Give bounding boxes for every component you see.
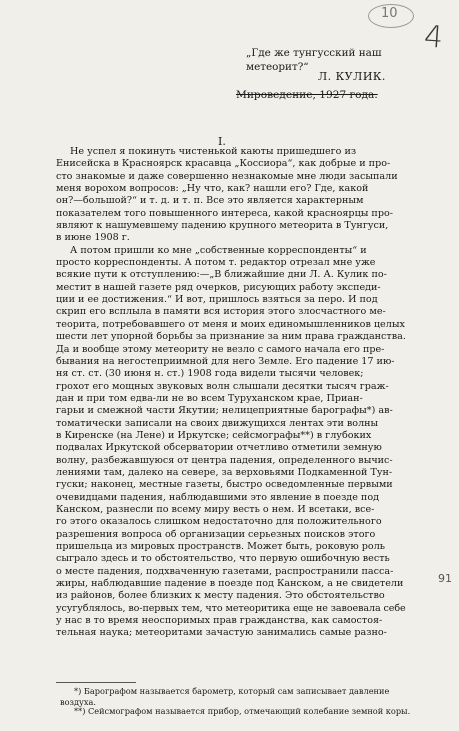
body-line: Канском, разнесли по всему миру весть о нем. И всетаки, все-	[56, 503, 375, 515]
body-line: тельная наука; метеоритами зачастую занимались самые разно-	[56, 627, 387, 639]
body-line: гарьи и смежной части Якутии; нелицеприятные барографы*) ав-	[56, 405, 393, 417]
body-line: он?—большой?“ и т. д. и т. п. Все это является характерным	[56, 195, 364, 207]
body-line: скрип его всплыла в памяти вся история этого злосчастного ме-	[56, 306, 386, 318]
body-line: подвалах Иркутской обсерватории отчетливо отметили земную	[56, 442, 382, 454]
body-line: го этого оказалось слишком недостаточно для положительного	[56, 516, 382, 528]
body-line: разрешения вопроса об организации серьезных поисков этого	[56, 528, 376, 540]
epigraph-line: „Где же тунгусский наш	[246, 47, 382, 59]
body-line: сто знакомые и даже совершенно незнакомые мне люди засыпали	[56, 170, 398, 182]
epigraph-author: Л. КУЛИК.	[318, 70, 386, 83]
epigraph-source: Мироведение, 1927 года.	[236, 89, 378, 101]
footnote-line: воздуха.	[60, 696, 96, 707]
body-line: просто корреспонденты. А потом т. редактор отрезал мне уже	[56, 257, 376, 269]
body-line: лениями там, далеко на севере, за верховьями Подкаменной Тун-	[56, 466, 393, 478]
body-line: шести лет упорной борьбы за признание за ним права гражданства.	[56, 331, 406, 343]
body-line: жиры, наблюдавшие падение в поезде под Канском, а не свидетели	[56, 578, 404, 590]
body-line: дан и при том едва-ли не во всем Туруханском крае, Приан-	[56, 392, 363, 404]
body-line: гуски; наконец, местные газеты, быстро осведомленные первыми	[56, 479, 393, 491]
body-line: о месте падения, подхваченную газетами, распространили пасса-	[56, 565, 394, 577]
body-line: ня ст. ст. (30 июня н. ст.) 1908 года видели тысячи человек;	[56, 368, 364, 380]
footnote-line: *) Барографом называется барометр, который сам записывает давление	[74, 686, 390, 696]
body-line: показателем того повышенного интереса, какой красноярцы про-	[56, 207, 393, 219]
stamp-mark: 10	[381, 6, 398, 21]
footnote-line: **) Сейсмографом называется прибор, отмечающий колебание земной коры.	[74, 706, 411, 716]
body-line: всякие пути к отступлению:—„В ближайшие дни Л. А. Кулик по-	[56, 269, 387, 281]
body-line: являют к нашумевшему падению крупного метеорита в Тунгуси,	[56, 220, 389, 232]
body-line: пришельца из мировых пространств. Может быть, роковую роль	[56, 541, 386, 552]
body-line: томатически записали на своих движущихся лентах эти волны	[56, 417, 379, 429]
margin-note: 91	[438, 572, 452, 585]
epigraph-line: метеорит?“	[246, 61, 309, 73]
body-line: у нас в то время неоспоримых прав гражданства, как самостоя-	[56, 615, 383, 627]
footnote-1	[60, 686, 410, 707]
stamp-circle	[368, 4, 414, 28]
body-line: Да и вообще этому метеориту не везло с самого начала его пре-	[56, 343, 385, 355]
body-line: очевидцами падения, наблюдавшими это явление в поезде под	[56, 491, 380, 503]
body-line: волну, разбежавшуюся от центра падения, определенного вычис-	[56, 454, 393, 466]
body-line: ции и ее достижения.“ И вот, пришлось взяться за перо. И под	[56, 294, 378, 306]
body-line: меня ворохом вопросов: „Ну что, как? нашли его? Где, какой	[56, 183, 369, 195]
body-line: А потом пришли ко мне „собственные корреспонденты“ и	[70, 244, 367, 256]
footnote-2	[60, 706, 410, 717]
body-line: бывания на негостеприимной для него Земле. Его падение 17 ию-	[56, 355, 395, 367]
body-line: сыграло здесь и то обстоятельство, что первую ошибочную весть	[56, 553, 390, 565]
body-line: Енисейска в Красноярск красавца „Коссиора“, как добрые и про-	[56, 158, 391, 170]
body-line: теорита, потребовавшего от меня и моих единомышленников целых	[56, 318, 405, 330]
body-line: грохот его мощных звуковых волн слышали десятки тысяч граж-	[56, 380, 389, 392]
footnote-rule	[56, 682, 136, 683]
body-text	[56, 146, 406, 640]
body-line: из районов, более близких к месту падения. Это обстоятельство	[56, 590, 385, 602]
body-line: в июне 1908 г.	[56, 232, 130, 244]
body-line: усугублялось, во-первых тем, что метеоритика еще не завоевала себе	[56, 602, 406, 614]
page-corner-number: 4	[422, 19, 445, 56]
body-line: Не успел я покинуть чистенькой каюты пришедшего из	[70, 146, 357, 157]
chapter-number: I.	[218, 135, 226, 148]
body-line: в Киренске (на Лене) и Иркутске; сейсмографы**) в глубоких	[56, 429, 372, 441]
body-line: местит в нашей газете ряд очерков, рисующих работу экспеди-	[56, 281, 381, 293]
